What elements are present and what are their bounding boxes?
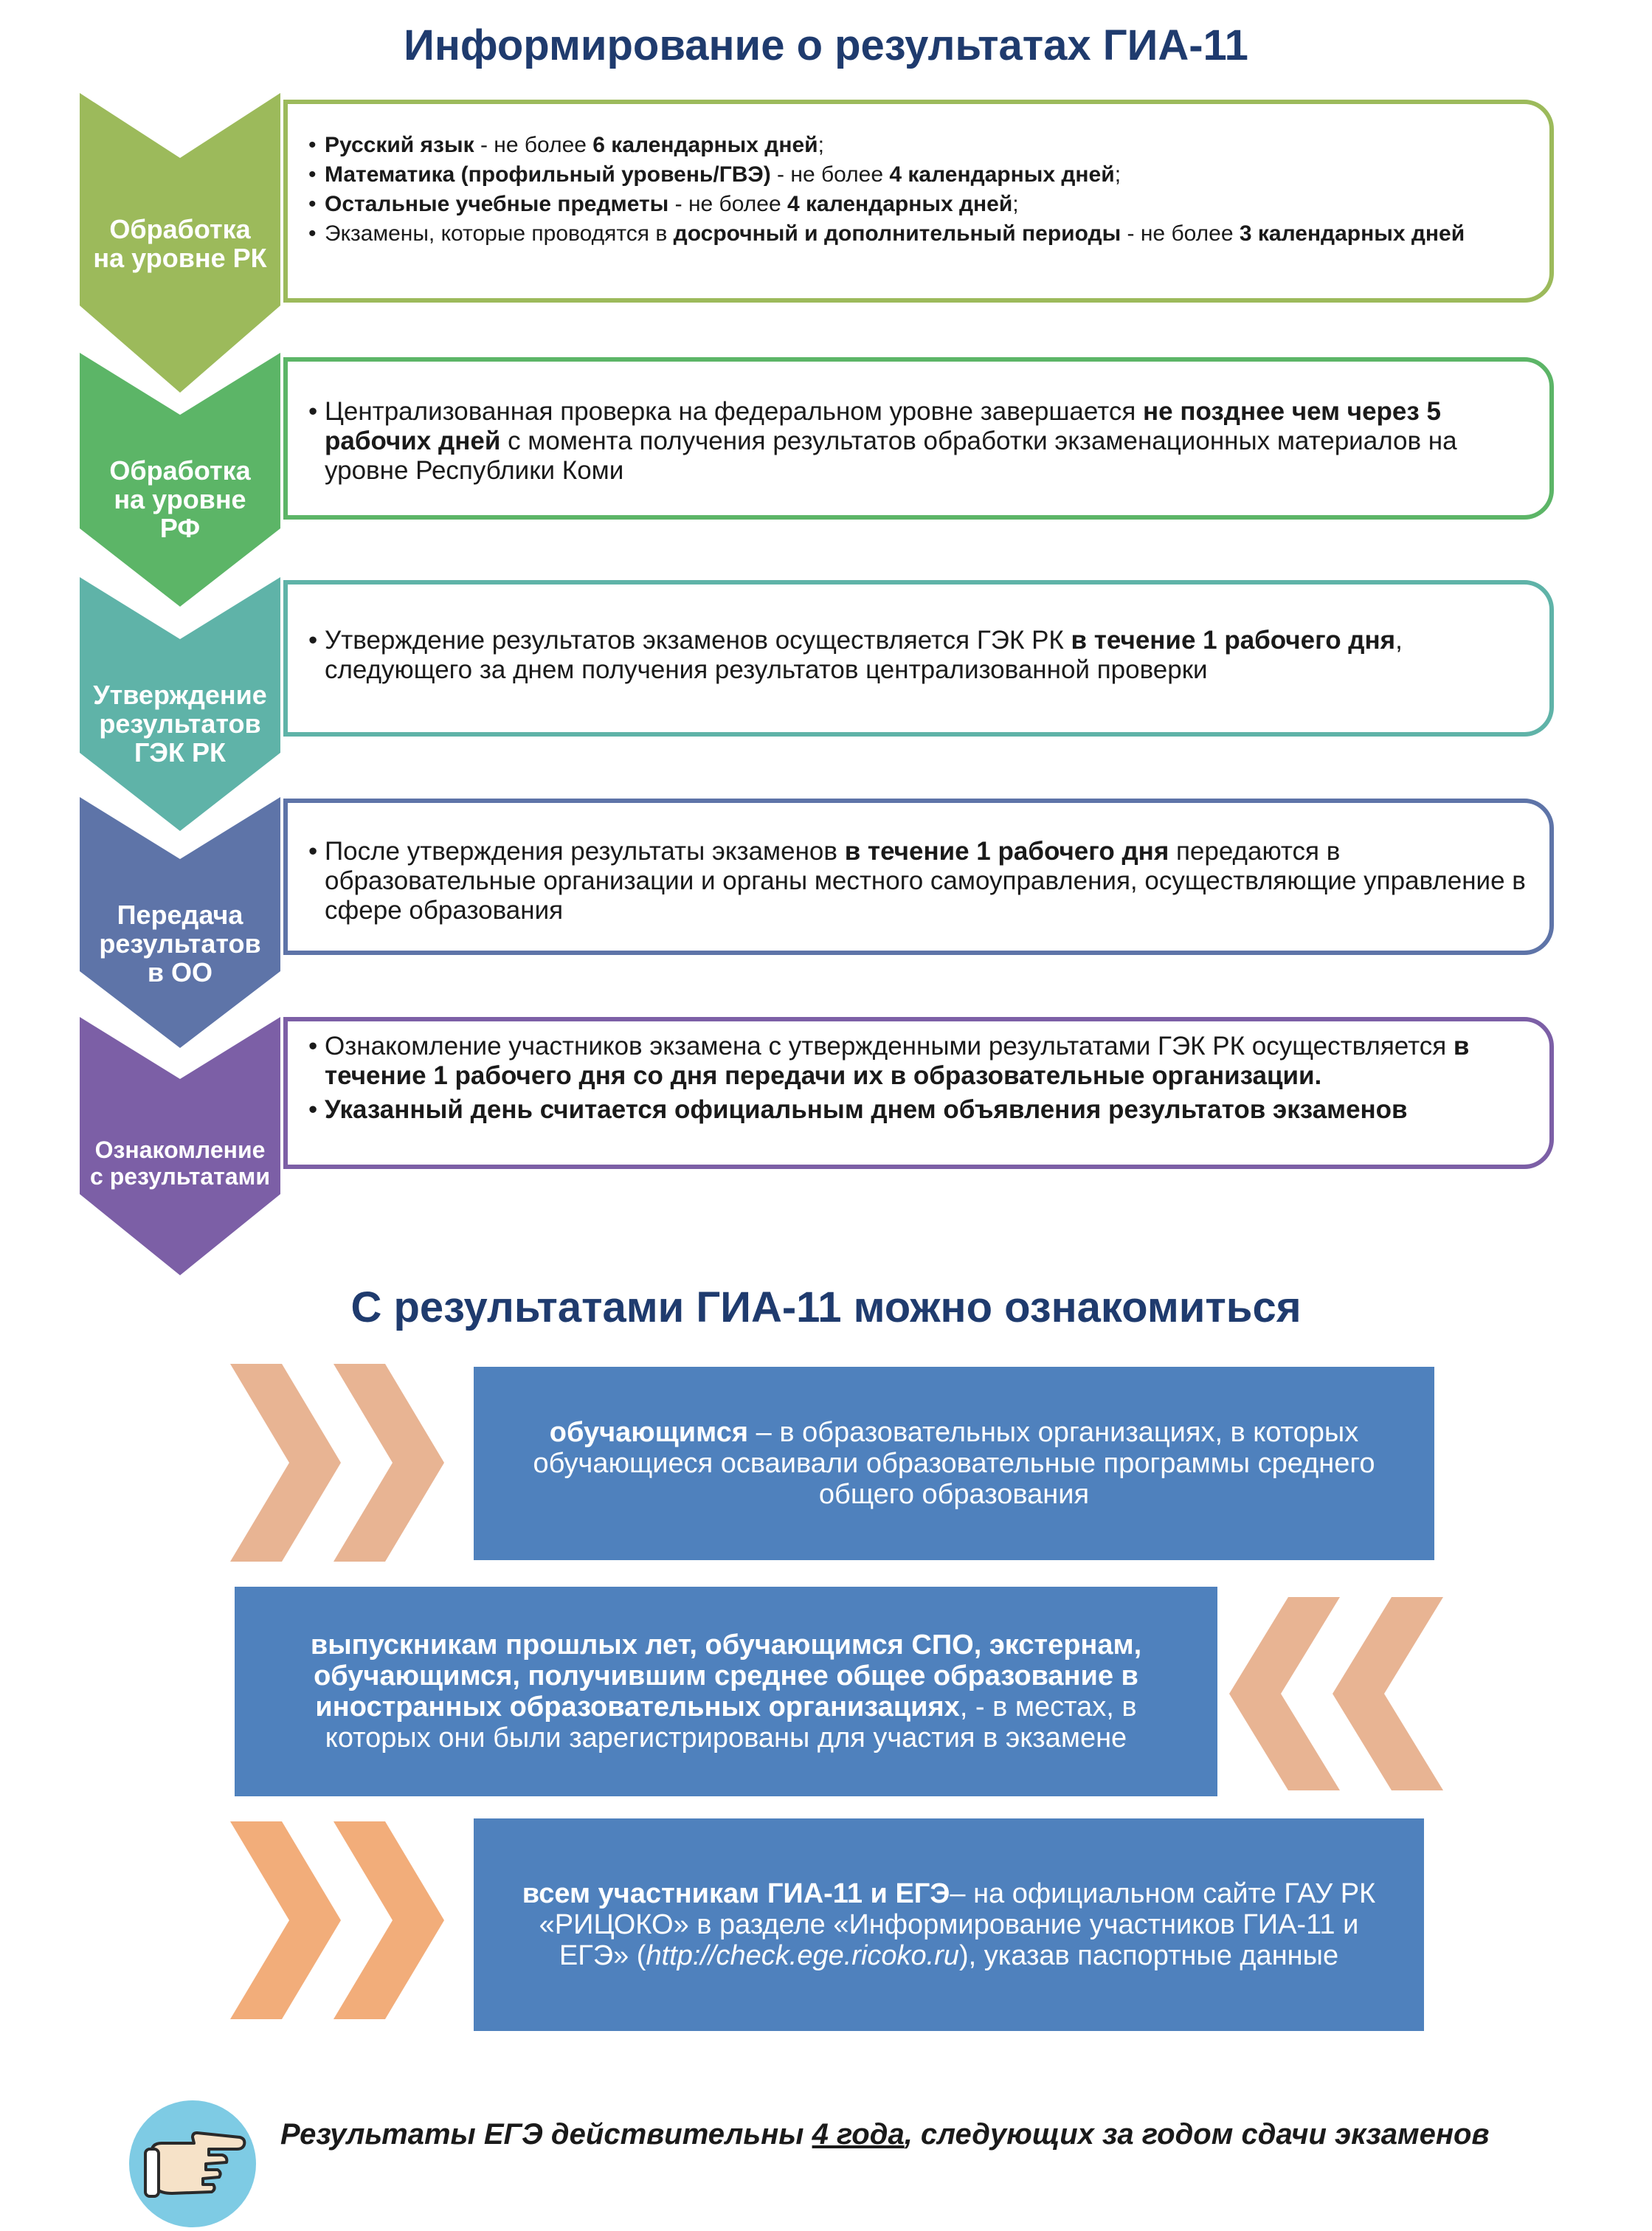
stage-4-label — [80, 900, 280, 987]
bullet-text: - не более — [668, 192, 787, 216]
pointing-hand-icon — [129, 2100, 256, 2227]
stage-4-box — [283, 799, 1554, 955]
stage-5-label-line-2: с результатами — [90, 1163, 270, 1190]
bullet-text: в течение 1 рабочего дня со дня передачи их в образовательные организации. — [325, 1032, 1470, 1090]
stage-4-label-line-3: в ОО — [147, 957, 213, 987]
bullet-text: Централизованная проверка на федеральном уровне завершается — [325, 397, 1144, 426]
bullet-text: - не более — [474, 133, 593, 157]
bullet-text: ; — [818, 133, 824, 157]
stage-2-label — [80, 456, 280, 542]
stage-4-chevron — [80, 797, 280, 1048]
result-link-text: http://check.ege.ricoko.ru — [646, 1940, 960, 1971]
double-arrow-right-icon — [230, 1364, 469, 1562]
stage-3-box — [283, 580, 1554, 737]
result-text: – на официальном сайте ГАУ РК «РИЦОКО» в разделе «Информирование участников ГИА-11 и ЕГЭ» ( — [539, 1878, 1376, 1971]
stage-1-bullet — [308, 219, 1529, 249]
stage-1-bullet — [308, 190, 1529, 219]
stage-3-chevron — [80, 577, 280, 831]
stage-1-label-line-2: на уровне РК — [93, 243, 267, 273]
stage-5-bullet — [308, 1095, 1529, 1125]
footer-highlight: 4 года — [812, 2118, 905, 2151]
stage-2-bullet — [308, 397, 1529, 486]
stage-2-box — [283, 357, 1554, 520]
footer-note — [280, 2118, 1579, 2151]
stage-4-bullet — [308, 837, 1529, 925]
bullet-text: Математика (профильный уровень/ГВЭ) — [325, 162, 771, 187]
stage-3-label-line-2: результатов — [99, 708, 261, 739]
stage-2-label-line-1: Обработка — [109, 455, 251, 486]
bullet-text: - не более — [1121, 221, 1240, 246]
bullet-text: досрочный и дополнительный периоды — [673, 221, 1122, 246]
stage-5-bullet — [308, 1032, 1529, 1091]
bullet-text: в течение 1 рабочего дня — [1071, 626, 1396, 655]
result-text: всем участникам ГИА-11 и ЕГЭ — [522, 1878, 950, 1909]
bullet-text: Русский язык — [325, 133, 474, 157]
bullet-text: передаются в образовательные организации и органы местного самоуправления, осуществляющие управление в сфере образования — [325, 837, 1526, 925]
footer-suffix: , следующих за годом сдачи экзаменов — [904, 2118, 1490, 2151]
result-text: ), указав паспортные данные — [959, 1940, 1339, 1971]
bullet-text: Ознакомление участников экзамена с утвержденными результатами ГЭК РК осуществляется — [325, 1032, 1454, 1061]
stage-1-chevron — [80, 93, 280, 393]
bullet-text: После утверждения результаты экзаменов — [325, 837, 845, 866]
stage-2-label-line-3: РФ — [159, 513, 201, 543]
stage-1-label-line-1: Обработка — [109, 214, 251, 244]
section-subtitle: С результатами ГИА-11 можно ознакомиться — [350, 1283, 1302, 1331]
double-arrow-left-icon — [1229, 1597, 1468, 1790]
bullet-text: 4 календарных дней — [787, 192, 1013, 216]
bullet-text: 3 календарных дней — [1239, 221, 1465, 246]
result-box-students — [474, 1367, 1434, 1560]
bullet-text: Утверждение результатов экзаменов осуществляется ГЭК РК — [325, 626, 1071, 655]
bullet-text: не позднее чем через 5 рабочих дней — [325, 397, 1441, 455]
bullet-text: ; — [1114, 162, 1122, 187]
result-text: выпускникам прошлых лет, обучающимся СПО, экстернам, обучающимся, получившим среднее общее образование в иностранных образовательных организациях — [310, 1630, 1142, 1723]
footer-prefix: Результаты ЕГЭ действительны — [280, 2118, 812, 2151]
result-box-all-participants — [474, 1818, 1424, 2031]
stage-4-label-line-1: Передача — [117, 900, 243, 930]
stage-5-label — [80, 1137, 280, 1190]
stage-1-bullet — [308, 131, 1529, 160]
result-text: – в образовательных организациях, в которых обучающиеся осваивали образовательные программы среднего общего образования — [533, 1417, 1375, 1510]
stage-5-chevron — [80, 1017, 280, 1275]
stage-2-chevron — [80, 353, 280, 607]
hand-circle — [129, 2100, 256, 2227]
result-text: , - в местах, в которых они были зарегистрированы для участия в экзамене — [325, 1692, 1137, 1754]
stage-1-bullet — [308, 160, 1529, 190]
stage-3-label-line-3: ГЭК РК — [134, 737, 226, 768]
main-title: Информирование о результатах ГИА-11 — [404, 21, 1248, 69]
double-arrow-right-icon — [230, 1821, 469, 2019]
stage-3-label-line-1: Утверждение — [93, 680, 267, 710]
bullet-text: Указанный день считается официальным днем объявления результатов экзаменов — [325, 1095, 1408, 1124]
stage-3-bullet — [308, 626, 1529, 685]
bullet-text: Остальные учебные предметы — [325, 192, 669, 216]
bullet-text: , следующего за днем получения результатов централизованной проверки — [325, 626, 1403, 684]
bullet-text: с момента получения результатов обработки экзаменационных материалов на уровне Республики Коми — [325, 427, 1457, 485]
bullet-text: в течение 1 рабочего дня — [844, 837, 1169, 866]
stage-1-box — [283, 100, 1554, 303]
bullet-text: 4 календарных дней — [889, 162, 1115, 187]
stage-1-label — [80, 215, 280, 272]
stage-4-label-line-2: результатов — [99, 928, 261, 959]
stage-5-label-line-1: Ознакомление — [94, 1137, 266, 1163]
bullet-text: Экзамены, которые проводятся в — [325, 221, 674, 246]
stage-3-label — [80, 680, 280, 767]
bullet-text: ; — [1012, 192, 1019, 216]
bullet-text: 6 календарных дней — [592, 133, 818, 157]
result-text: обучающимся — [549, 1417, 749, 1448]
stage-2-label-line-2: на уровне — [114, 484, 246, 514]
result-box-graduates — [235, 1587, 1217, 1796]
stage-5-box — [283, 1017, 1554, 1169]
bullet-text: - не более — [770, 162, 890, 187]
